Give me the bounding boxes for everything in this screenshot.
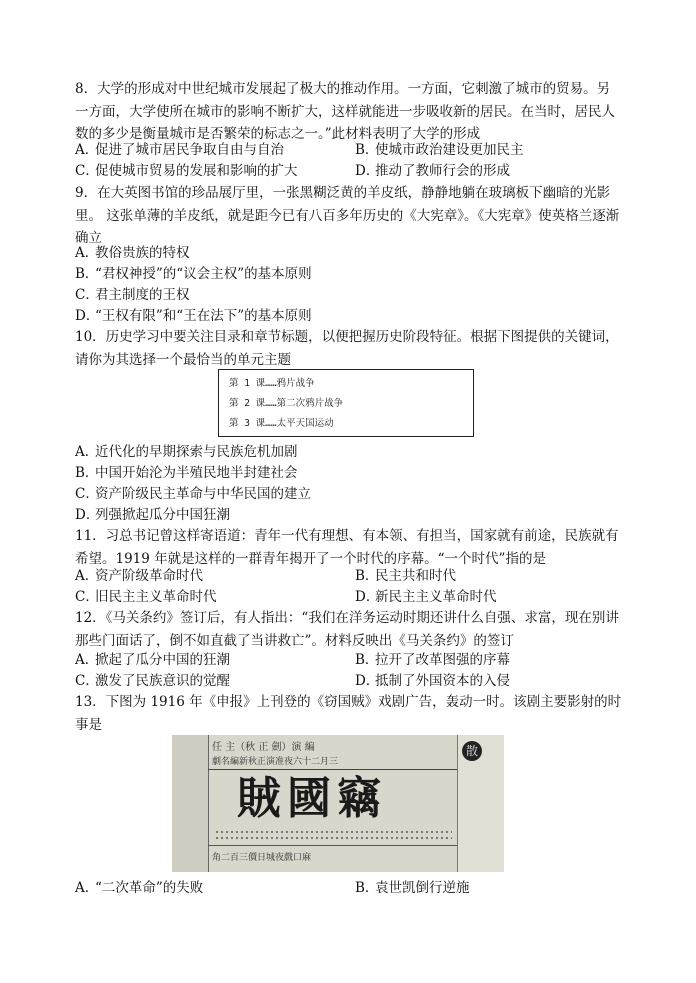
option-key: D． bbox=[75, 507, 100, 523]
option-key: C． bbox=[75, 163, 99, 179]
option-text: “王权有限”和“王在法下”的基本原则 bbox=[95, 308, 312, 324]
option-text: 拉开了改革图强的序幕 bbox=[375, 652, 510, 668]
option-key: A． bbox=[75, 652, 99, 668]
option-key: D． bbox=[355, 673, 380, 689]
question-12-option-a[interactable] bbox=[75, 650, 230, 670]
question-8-option-c[interactable] bbox=[75, 161, 298, 181]
option-key: D． bbox=[355, 589, 380, 605]
option-key: B． bbox=[355, 652, 379, 668]
question-12-option-d[interactable] bbox=[355, 671, 510, 691]
question-8-option-b[interactable] bbox=[355, 140, 524, 160]
question-13-option-b[interactable] bbox=[355, 878, 470, 898]
question-13-stem: 13．下图为 1916 年《申报》上刊登的《窃国贼》戏剧广告，轰动一时。该剧主要影射的时事是 bbox=[75, 694, 622, 733]
question-12-option-b[interactable] bbox=[355, 650, 510, 670]
option-key: B． bbox=[75, 266, 99, 282]
option-key: B． bbox=[355, 142, 379, 158]
option-key: A． bbox=[75, 880, 99, 896]
option-text: 使城市政治建设更加民主 bbox=[375, 142, 524, 158]
option-key: A． bbox=[75, 142, 99, 158]
option-text: 推动了教师行会的形成 bbox=[375, 163, 510, 179]
newspaper-badge: 散 bbox=[462, 741, 482, 761]
option-text: 促使城市贸易的发展和影响的扩大 bbox=[95, 163, 298, 179]
toc-line: 第 2 课……第二次鸦片战争 bbox=[229, 398, 344, 409]
toc-line: 第 3 课……太平天国运动 bbox=[229, 418, 334, 429]
option-text: 新民主主义革命时代 bbox=[375, 589, 497, 605]
question-8-stem: 8．大学的形成对中世纪城市发展起了极大的推动作用。一方面，它刺激了城市的贸易。另一方面，大学使所在城市的影响不断扩大，这样就能进一步吸收新的居民。在当时，居民人数的多少是衡量城市是否繁荣的标志之一。”此材料表明了大学的形成 bbox=[75, 81, 615, 142]
option-text: 旧民主主义革命时代 bbox=[95, 589, 217, 605]
newspaper-bottom-line: 角二百三價日城夜戲口麻 bbox=[208, 845, 458, 872]
option-key: B． bbox=[355, 568, 379, 584]
question-10-option-b[interactable] bbox=[75, 463, 298, 483]
option-key: C． bbox=[75, 673, 99, 689]
option-text: 抵制了外国资本的入侵 bbox=[375, 673, 510, 689]
question-11-option-d[interactable] bbox=[355, 587, 497, 607]
question-10-option-c[interactable] bbox=[75, 484, 311, 504]
question-13-option-a[interactable] bbox=[75, 878, 203, 898]
option-text: 君主制度的王权 bbox=[95, 287, 190, 303]
question-10-stem: 10．历史学习中要关注目录和章节标题，以便把握历史阶段特征。根据下图提供的关键词，请你为其选择一个最恰当的单元主题 bbox=[75, 329, 619, 368]
question-11-stem: 11．习总书记曾这样寄语道：青年一代有理想、有本领、有担当，国家就有前途，民族就有希望。1919 年就是这样的一群青年揭开了一个时代的序幕。“一个时代”指的是 bbox=[75, 528, 619, 567]
newspaper-rule bbox=[208, 769, 458, 770]
question-10-option-a[interactable] bbox=[75, 442, 298, 462]
question-12-stem: 12．《马关条约》签订后，有人指出：“我们在洋务运动时期还讲什么自强、求富，现在别讲那些门面话了，倒不如直截了当讲救亡”。材料反映出《马关条约》的签订 bbox=[75, 610, 619, 649]
toc-line: 第 1 课……鸦片战争 bbox=[229, 378, 315, 389]
option-key: D． bbox=[355, 163, 380, 179]
option-key: B． bbox=[355, 880, 379, 896]
newspaper-print-texture bbox=[216, 831, 452, 833]
newspaper-header-line: 劇名編新秋正演准夜六十二月三 bbox=[212, 757, 339, 767]
question-8-option-a[interactable] bbox=[75, 140, 284, 160]
table-of-contents-box bbox=[218, 369, 474, 437]
option-key: A． bbox=[75, 568, 99, 584]
option-text: 激发了民族意识的觉醒 bbox=[95, 673, 230, 689]
option-key: B． bbox=[75, 465, 99, 481]
question-9-option-b[interactable] bbox=[75, 264, 312, 284]
newspaper-print-texture bbox=[216, 837, 452, 839]
option-key: C． bbox=[75, 486, 99, 502]
option-text: 资产阶级民主革命与中华民国的建立 bbox=[95, 486, 311, 502]
question-8-option-d[interactable] bbox=[355, 161, 510, 181]
option-key: A． bbox=[75, 444, 99, 460]
option-key: C． bbox=[75, 589, 99, 605]
option-text: 促进了城市居民争取自由与自治 bbox=[95, 142, 284, 158]
option-text: 掀起了瓜分中国的狂潮 bbox=[95, 652, 230, 668]
option-text: 资产阶级革命时代 bbox=[95, 568, 203, 584]
newspaper-right-column bbox=[457, 735, 504, 872]
newspaper-advertisement-image bbox=[172, 735, 504, 872]
option-key: D． bbox=[75, 308, 100, 324]
newspaper-header-line: 任 主（秋 正 劍）演 編 bbox=[212, 742, 315, 753]
question-11-option-a[interactable] bbox=[75, 566, 203, 586]
question-12-option-c[interactable] bbox=[75, 671, 230, 691]
option-text: “君权神授”的“议会主权”的基本原则 bbox=[95, 266, 312, 282]
option-text: 袁世凯倒行逆施 bbox=[375, 880, 470, 896]
option-key: A． bbox=[75, 245, 99, 261]
question-11-option-c[interactable] bbox=[75, 587, 217, 607]
option-text: 列强掀起瓜分中国狂潮 bbox=[95, 507, 230, 523]
newspaper-title: 賊國竊 bbox=[237, 773, 387, 824]
option-text: 教俗贵族的特权 bbox=[95, 245, 190, 261]
question-9-option-a[interactable] bbox=[75, 243, 190, 263]
question-9-option-d[interactable] bbox=[75, 306, 312, 326]
option-text: 中国开始沦为半殖民地半封建社会 bbox=[95, 465, 298, 481]
option-key: C． bbox=[75, 287, 99, 303]
option-text: 民主共和时代 bbox=[375, 568, 456, 584]
question-9-option-c[interactable] bbox=[75, 285, 190, 305]
question-10-option-d[interactable] bbox=[75, 505, 230, 525]
option-text: “二次革命”的失败 bbox=[95, 880, 204, 896]
question-9-stem: 9．在大英图书馆的珍品展厅里，一张黑糊泛黄的羊皮纸，静静地躺在玻璃板下幽暗的光影里。 这张单薄的羊皮纸，就是距今已有八百多年历史的《大宪章》。《大宪章》使英格兰逐渐确立 bbox=[75, 185, 620, 246]
question-11-option-b[interactable] bbox=[355, 566, 456, 586]
option-text: 近代化的早期探索与民族危机加剧 bbox=[95, 444, 298, 460]
